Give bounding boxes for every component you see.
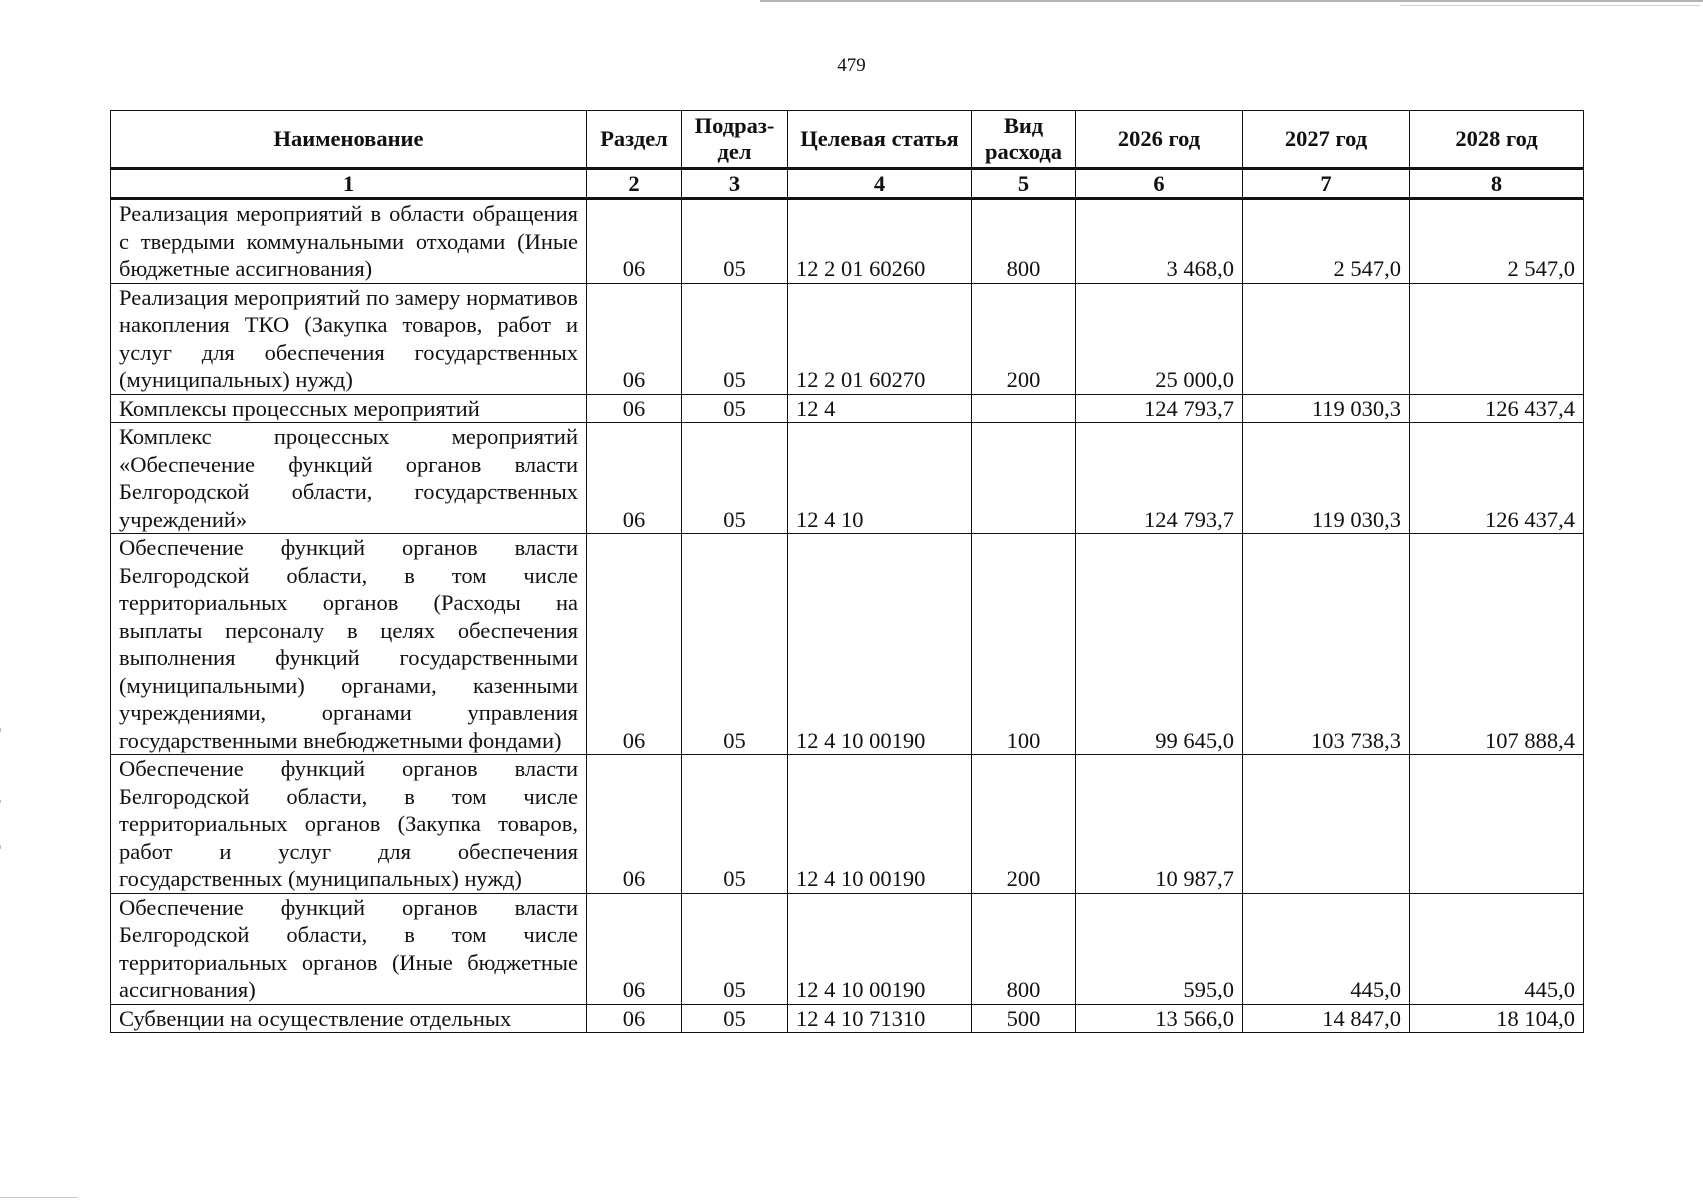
row-razdel: 06 [587, 283, 682, 394]
row-statya: 12 4 10 71310 [788, 1004, 972, 1033]
row-razdel: 06 [587, 534, 682, 755]
row-2027: 14 847,0 [1243, 1004, 1410, 1033]
row-2028: 126 437,4 [1410, 394, 1584, 423]
column-number-row [111, 169, 1584, 199]
header-2027: 2027 год [1243, 111, 1410, 169]
table-row [111, 283, 1584, 394]
row-podrazdel: 05 [682, 534, 788, 755]
column-number: 5 [972, 169, 1076, 199]
header-2028: 2028 год [1410, 111, 1584, 169]
table-row [111, 394, 1584, 423]
row-name: Обеспечение функций органов власти Белгородской области, в том числе территориальных органов (Расходы на выплаты персоналу в целях обеспечения выполнения функций государственными (муниципальными) органами, казенными учреждениями, органами управления государственными внебюджетными фондами) [111, 534, 587, 755]
row-razdel: 06 [587, 1004, 682, 1033]
row-2027: 119 030,3 [1243, 423, 1410, 534]
row-podrazdel: 05 [682, 755, 788, 894]
column-number: 7 [1243, 169, 1410, 199]
row-name: Реализация мероприятий по замеру нормативов накопления ТКО (Закупка товаров, работ и услуг для обеспечения государственных (муниципальных) нужд) [111, 283, 587, 394]
row-vid: 500 [972, 1004, 1076, 1033]
row-2027: 445,0 [1243, 893, 1410, 1004]
column-number: 8 [1410, 169, 1584, 199]
row-name: Субвенции на осуществление отдельных [111, 1004, 587, 1033]
row-name: Комплексы процессных мероприятий [111, 394, 587, 423]
row-2026: 3 468,0 [1076, 199, 1243, 284]
row-2026: 25 000,0 [1076, 283, 1243, 394]
row-2026: 10 987,7 [1076, 755, 1243, 894]
column-number: 4 [788, 169, 972, 199]
scan-artifact-left-mark [0, 845, 1, 849]
scan-artifact-top-line [760, 0, 1703, 2]
row-razdel: 06 [587, 394, 682, 423]
row-2028 [1410, 283, 1584, 394]
row-statya: 12 4 [788, 394, 972, 423]
column-number: 6 [1076, 169, 1243, 199]
row-statya: 12 4 10 [788, 423, 972, 534]
row-razdel: 06 [587, 199, 682, 284]
row-2027: 103 738,3 [1243, 534, 1410, 755]
row-2027 [1243, 283, 1410, 394]
page-number: 479 [837, 55, 866, 76]
row-vid: 100 [972, 534, 1076, 755]
table-row [111, 534, 1584, 755]
scan-artifact-left-mark [0, 800, 1, 803]
row-name: Обеспечение функций органов власти Белгородской области, в том числе территориальных органов (Закупка товаров, работ и услуг для обеспечения государственных (муниципальных) нужд) [111, 755, 587, 894]
row-podrazdel: 05 [682, 423, 788, 534]
header-row [111, 111, 1584, 169]
row-2026: 124 793,7 [1076, 423, 1243, 534]
header-name: Наименование [111, 111, 587, 169]
row-statya: 12 2 01 60270 [788, 283, 972, 394]
budget-table [110, 110, 1584, 1033]
row-statya: 12 4 10 00190 [788, 893, 972, 1004]
table-row [111, 1004, 1584, 1033]
row-razdel: 06 [587, 893, 682, 1004]
row-2026: 99 645,0 [1076, 534, 1243, 755]
scan-artifact-bottom-line [0, 1197, 78, 1198]
row-2028: 126 437,4 [1410, 423, 1584, 534]
column-number: 3 [682, 169, 788, 199]
row-2026: 13 566,0 [1076, 1004, 1243, 1033]
row-vid [972, 423, 1076, 534]
row-2028: 445,0 [1410, 893, 1584, 1004]
row-podrazdel: 05 [682, 1004, 788, 1033]
row-vid [972, 394, 1076, 423]
row-2026: 124 793,7 [1076, 394, 1243, 423]
column-number: 1 [111, 169, 587, 199]
header-2026: 2026 год [1076, 111, 1243, 169]
row-vid: 800 [972, 199, 1076, 284]
row-2027: 119 030,3 [1243, 394, 1410, 423]
row-2028: 2 547,0 [1410, 199, 1584, 284]
row-2027 [1243, 755, 1410, 894]
row-statya: 12 4 10 00190 [788, 755, 972, 894]
row-2028: 107 888,4 [1410, 534, 1584, 755]
row-podrazdel: 05 [682, 394, 788, 423]
row-name: Реализация мероприятий в области обращения с твердыми коммунальными отходами (Иные бюджетные ассигнования) [111, 199, 587, 284]
header-vid: Вид расхода [972, 111, 1076, 169]
scan-artifact-top-line-2 [1400, 5, 1700, 6]
row-vid: 200 [972, 755, 1076, 894]
scan-artifact-left-mark [0, 728, 1, 732]
row-2027: 2 547,0 [1243, 199, 1410, 284]
row-razdel: 06 [587, 423, 682, 534]
row-statya: 12 2 01 60260 [788, 199, 972, 284]
table-row [111, 893, 1584, 1004]
row-statya: 12 4 10 00190 [788, 534, 972, 755]
row-podrazdel: 05 [682, 893, 788, 1004]
row-vid: 200 [972, 283, 1076, 394]
table-row [111, 423, 1584, 534]
header-razdel: Раздел [587, 111, 682, 169]
row-podrazdel: 05 [682, 199, 788, 284]
row-podrazdel: 05 [682, 283, 788, 394]
row-vid: 800 [972, 893, 1076, 1004]
table-header [111, 111, 1584, 199]
header-podrazdel: Подраз-дел [682, 111, 788, 169]
row-razdel: 06 [587, 755, 682, 894]
column-number: 2 [587, 169, 682, 199]
row-name: Обеспечение функций органов власти Белгородской области, в том числе территориальных органов (Иные бюджетные ассигнования) [111, 893, 587, 1004]
table-row [111, 199, 1584, 284]
row-2028: 18 104,0 [1410, 1004, 1584, 1033]
row-2028 [1410, 755, 1584, 894]
header-statya: Целевая статья [788, 111, 972, 169]
row-name: Комплекс процессных мероприятий «Обеспечение функций органов власти Белгородской области, государственных учреждений» [111, 423, 587, 534]
table-body [111, 199, 1584, 1033]
row-2026: 595,0 [1076, 893, 1243, 1004]
table-row [111, 755, 1584, 894]
